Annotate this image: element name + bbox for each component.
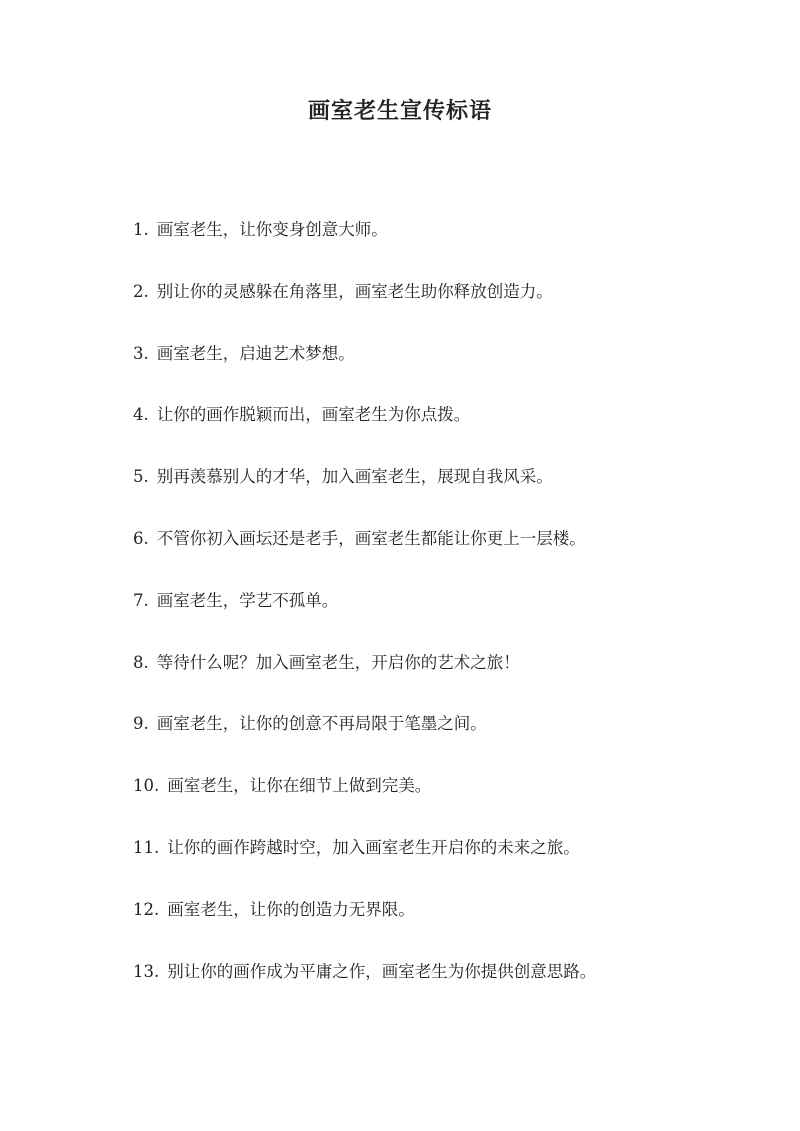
item-number: 13. — [133, 961, 160, 981]
item-text: 画室老生，让你的创意不再局限于笔墨之间。 — [156, 714, 487, 734]
list-item — [133, 400, 733, 462]
item-number: 9. — [133, 714, 149, 734]
item-text: 画室老生，让你在细节上做到完美。 — [167, 776, 432, 796]
item-text: 让你的画作脱颖而出，画室老生为你点拨。 — [156, 405, 471, 425]
list-item — [133, 462, 733, 524]
item-number: 4. — [133, 405, 149, 425]
list-item — [133, 339, 733, 401]
list-item — [133, 895, 733, 957]
item-text: 画室老生，让你的创造力无界限。 — [167, 899, 415, 919]
item-text: 画室老生，让你变身创意大师。 — [156, 220, 388, 239]
item-text: 画室老生，启迪艺术梦想。 — [156, 343, 355, 363]
item-text: 画室老生，学艺不孤单。 — [156, 590, 339, 610]
list-item — [133, 771, 733, 833]
item-text: 别让你的灵感躲在角落里，画室老生助你释放创造力。 — [156, 281, 553, 301]
list-item — [133, 586, 733, 648]
item-number: 12. — [133, 899, 160, 919]
item-number: 10. — [133, 776, 160, 796]
item-text: 等待什么呢？加入画室老生，开启你的艺术之旅！ — [156, 652, 520, 672]
item-number: 3. — [133, 343, 149, 363]
list-item — [133, 957, 733, 1019]
item-number: 11. — [133, 837, 160, 857]
list-item — [133, 277, 733, 339]
list-item — [133, 524, 733, 586]
document-title: 画室老生宣传标语 — [307, 98, 492, 124]
item-number: 7. — [133, 590, 149, 610]
list-item — [133, 215, 733, 277]
list-item — [133, 709, 733, 771]
item-text: 别让你的画作成为平庸之作，画室老生为你提供创意思路。 — [167, 961, 597, 981]
item-number: 1. — [133, 220, 149, 239]
item-number: 5. — [133, 467, 149, 487]
item-text: 不管你初入画坛还是老手，画室老生都能让你更上一层楼。 — [156, 528, 586, 548]
item-text: 让你的画作跨越时空，加入画室老生开启你的未来之旅。 — [167, 837, 580, 857]
item-number: 8. — [133, 652, 149, 672]
item-number: 2. — [133, 281, 149, 301]
list-item — [133, 648, 733, 710]
item-text: 别再羡慕别人的才华，加入画室老生，展现自我风采。 — [156, 467, 553, 487]
item-number: 6. — [133, 528, 149, 548]
list-item — [133, 833, 733, 895]
slogan-list — [133, 215, 733, 1018]
